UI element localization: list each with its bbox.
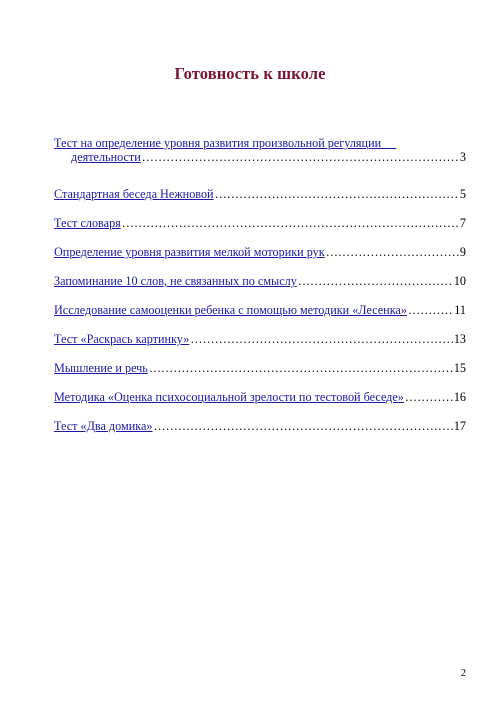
toc-entry-line-2	[54, 150, 466, 164]
toc-page-number: 17	[453, 419, 466, 433]
toc-leader-dots	[215, 187, 459, 201]
page-title: Готовность к школе	[174, 64, 326, 83]
toc-link[interactable]: Определение уровня развития мелкой моторики рук	[54, 245, 325, 259]
toc-entry	[54, 303, 466, 317]
toc-entry	[54, 361, 466, 375]
toc-entry	[54, 136, 466, 164]
toc-entry	[54, 274, 466, 288]
toc-page-number: 13	[453, 332, 466, 346]
toc-link[interactable]: Тест «Раскрась картинку»	[54, 332, 190, 346]
toc-link[interactable]: Тест на определение уровня развития произвольной регуляции	[54, 136, 382, 150]
toc-page-number: 15	[453, 361, 466, 375]
toc-link[interactable]: Исследование самооценки ребенка с помощью методики «Лесенка»	[54, 303, 407, 317]
toc-link-tail[interactable]	[381, 136, 396, 150]
toc-leader-dots	[190, 332, 453, 346]
toc-page-number: 9	[459, 245, 466, 259]
toc-page-number: 5	[459, 187, 466, 201]
toc-entry	[54, 245, 466, 259]
toc-entry	[54, 187, 466, 201]
toc-page-number: 16	[453, 390, 466, 404]
toc-link[interactable]: Мышление и речь	[54, 361, 148, 375]
toc-leader-dots	[405, 390, 453, 404]
toc-entry	[54, 419, 466, 433]
toc-leader-dots	[122, 216, 459, 230]
toc-page-number: 3	[459, 150, 466, 164]
toc-link[interactable]: Запоминание 10 слов, не связанных по смыслу	[54, 274, 297, 288]
toc-entry	[54, 332, 466, 346]
toc-entry-line-1	[54, 136, 466, 150]
toc-entry	[54, 390, 466, 404]
toc-link[interactable]: Тест «Два домика»	[54, 419, 153, 433]
toc-page-number: 11	[454, 303, 466, 317]
toc-page-number: 7	[459, 216, 466, 230]
toc-leader-dots	[142, 150, 459, 164]
toc-link[interactable]: Методика «Оценка психосоциальной зрелости по тестовой беседе»	[54, 390, 404, 404]
toc-entry	[54, 216, 466, 230]
toc-link[interactable]: деятельности	[71, 150, 141, 164]
toc-leader-dots	[153, 419, 452, 433]
table-of-contents	[54, 136, 466, 433]
toc-leader-dots	[326, 245, 459, 259]
toc-leader-dots	[298, 274, 453, 288]
toc-link[interactable]: Тест словаря	[54, 216, 121, 230]
toc-leader-dots	[408, 303, 453, 317]
page-number: 2	[460, 668, 466, 679]
toc-leader-dots	[149, 361, 453, 375]
toc-link[interactable]: Стандартная беседа Нежновой	[54, 187, 214, 201]
toc-page-number: 10	[453, 274, 466, 288]
